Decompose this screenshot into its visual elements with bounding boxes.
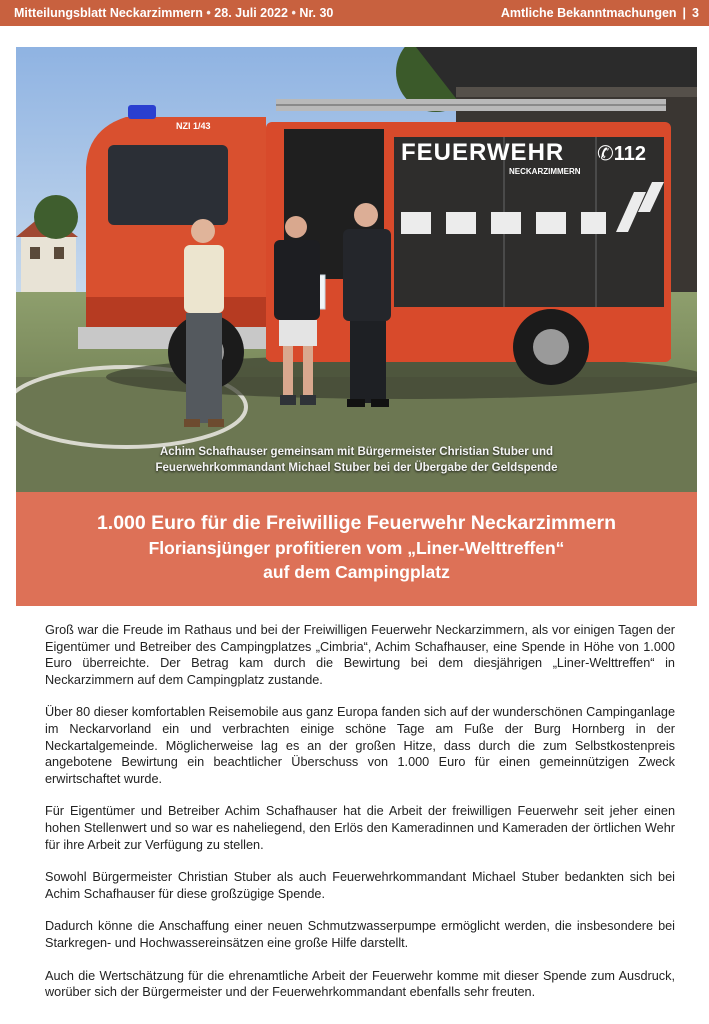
truck-call-sign: NZI 1/43 [176,121,211,131]
page-divider: | [682,6,687,20]
issue-number: Nr. 30 [299,6,334,20]
truck-brand: FEUERWEHR [401,139,565,166]
article-subtitle-line-1: Floriansjünger profitieren vom „Liner-Welttreffen“ [148,538,565,558]
article-body [45,622,675,1017]
headline-box [16,492,697,606]
article-photo [16,47,697,492]
article-subtitle-line-2: auf dem Campingplatz [263,562,450,582]
header-separator: • [206,6,211,20]
photo-caption [16,444,697,476]
page-header [0,0,709,26]
article-paragraph: Über 80 dieser komfortablen Reisemobile aus ganz Europa fanden sich auf der wunderschönen Campinganlage im Neckarvorland ein und verbrachten einige schöne Tage am Fuße der Burg Hornberg in der Neckartalgemeinde. Möglicherweise lag es an der großen Hitze, dass durch die zum Selbstkostenpreis angebotene Bewirtung ein beachtlicher Überschuss von 1.000 Euro für einen gemeinnützigen Zweck erwirtschaftet wurde. [45,705,675,786]
publication-name: Mitteilungsblatt Neckarzimmern [14,6,203,20]
article-paragraph: Dadurch könne die Anschaffung einer neuen Schmutzwasserpumpe ermöglicht werden, die insbesondere bei Starkregen- und Hochwassereinsätzen eine große Hilfe darstellt. [45,919,675,950]
issue-date: 28. Juli 2022 [214,6,288,20]
article-paragraph: Groß war die Freude im Rathaus und bei der Freiwilligen Feuerwehr Neckarzimmern, als vor einigen Tagen der Eigentümer und Betreiber des Campingplatzes „Cimbria“, Achim Schafhauser, eine Spende in Höhe von 1.000 Euro überreichte. Der Betrag kam durch die Bewirtung bei dem diesjährigen „Liner-Welttreffen“ in Neckarzimmern auf dem Campingplatz zustande. [45,623,675,687]
photo-illustration [16,47,697,492]
truck-number: 112 [613,143,647,165]
page-number: 3 [692,6,699,20]
article-paragraph: Für Eigentümer und Betreiber Achim Schafhauser hat die Arbeit der freiwilligen Feuerwehr seit jeher einen hohen Stellenwert und so war es naheliegend, den Erlös den Kameradinnen und Kameraden der örtlichen Wehr für ihre Arbeit zur Verfügung zu stellen. [45,804,675,852]
header-right [501,6,699,20]
truck-location: NECKARZIMMERN [509,167,581,176]
header-separator: • [291,6,296,20]
truck-emergency-number [597,141,646,166]
article-paragraph: Auch die Wertschätzung für die ehrenamtliche Arbeit der Feuerwehr komme mit dieser Spende zum Ausdruck, worüber sich der Bürgermeister und der Feuerwehrkommandant ebenfalls sehr freuten. [45,968,675,1000]
caption-line-2: Feuerwehrkommandant Michael Stuber bei der Übergabe der Geldspende [155,462,558,474]
article-paragraph: Sowohl Bürgermeister Christian Stuber als auch Feuerwehrkommandant Michael Stuber bedankten sich bei Achim Schafhauser für diese großzügige Spende. [45,870,675,901]
section-name: Amtliche Bekanntmachungen [500,6,677,20]
header-left [14,6,333,20]
article-title: 1.000 Euro für die Freiwillige Feuerwehr Neckarzimmern [96,512,617,534]
caption-line-1: Achim Schafhauser gemeinsam mit Bürgermeister Christian Stuber und [159,446,554,458]
phone-icon: ✆ [597,143,614,165]
